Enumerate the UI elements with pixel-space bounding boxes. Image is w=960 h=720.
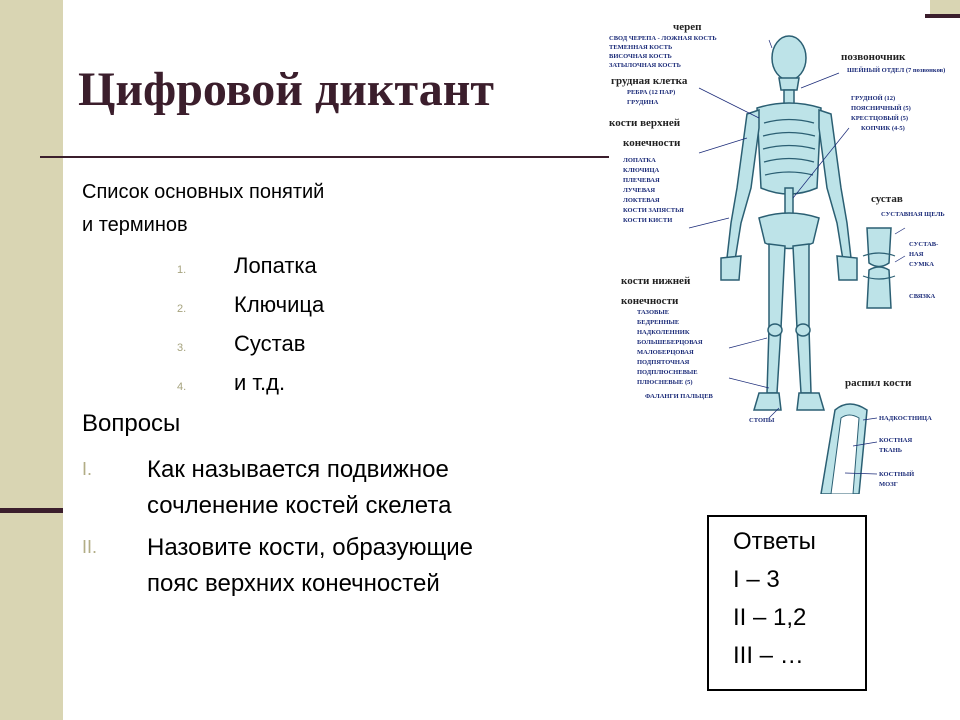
label-lower-limb-2: конечности [621, 295, 679, 307]
slide-title: Цифровой диктант [78, 63, 494, 116]
left-decor-rule [0, 508, 63, 513]
label-upper-sub: ЛУЧЕВАЯ [623, 187, 656, 194]
label-bone-cut: распил кости [845, 377, 912, 389]
right-foot-bones [797, 393, 824, 410]
question-line: Как называется подвижное [147, 456, 449, 483]
terms-intro [82, 176, 324, 242]
label-lower-sub: ПЛЮСНЕВЫЕ (5) [637, 379, 693, 386]
term-label: и т.д. [234, 370, 286, 395]
question-number: II. [82, 537, 98, 557]
label-spine-sub: КОПЧИК (4-5) [861, 125, 905, 132]
label-cut-sub: КОСТНАЯ [879, 437, 913, 444]
answer-line: III – … [733, 642, 804, 669]
term-number: 3. [177, 342, 187, 354]
label-joint-sub: НАЯ [909, 251, 924, 258]
label-joint-sub: СУМКА [909, 261, 934, 268]
answer-line: I – 3 [733, 566, 780, 593]
label-joint: сустав [871, 193, 903, 205]
left-hand-bones [721, 256, 741, 280]
label-spine-sub: КРЕСТЦОВЫЙ (5) [851, 115, 909, 122]
label-lower-sub: ФАЛАНГИ ПАЛЬЦЕВ [645, 393, 713, 400]
joint-upper-bone [867, 228, 891, 267]
label-chest: грудная клетка [611, 75, 688, 87]
label-spine-sub: ШЕЙНЫЙ ОТДЕЛ (7 позвонков) [847, 67, 946, 74]
label-skull: череп [673, 21, 702, 33]
questions-list [82, 452, 627, 608]
label-upper-sub: КЛЮЧИЦА [623, 167, 660, 174]
questions-heading: Вопросы [82, 410, 181, 437]
term-number: 1. [177, 264, 187, 276]
answers-box [707, 515, 867, 691]
term-label: Сустав [234, 331, 306, 356]
left-decor-band [0, 0, 63, 720]
label-spine-sub: ГРУДНОЙ (12) [851, 95, 896, 102]
label-lower-limb: кости нижней [621, 275, 691, 287]
label-spine-sub: ПОЯСНИЧНЫЙ (5) [851, 105, 911, 112]
label-lower-sub: ТАЗОВЫЕ [637, 309, 670, 316]
label-upper-sub: ЛОПАТКА [623, 157, 656, 164]
skeleton-illustration [609, 18, 955, 494]
question-text [147, 530, 627, 602]
label-cut-sub: ТКАНЬ [879, 447, 903, 454]
label-upper-sub: КОСТИ КИСТИ [623, 217, 673, 224]
label-chest-sub: РЕБРА (12 ПАР) [627, 89, 676, 96]
left-foot-bones [754, 393, 781, 410]
question-text [147, 452, 627, 524]
question-item [82, 530, 627, 602]
label-joint-sub: СВЯЗКА [909, 293, 936, 300]
label-lower-sub: БЕДРЕННЫЕ [637, 319, 680, 326]
label-upper-sub: ЛОКТЕВАЯ [623, 197, 660, 204]
label-skull-sub: ВИСОЧНАЯ КОСТЬ [609, 53, 672, 60]
joint-lower-bone [867, 267, 891, 308]
question-number: I. [82, 459, 93, 479]
label-skull-sub: ЗАТЫЛОЧНАЯ КОСТЬ [609, 62, 681, 69]
answer-line: II – 1,2 [733, 604, 807, 631]
right-kneecap [796, 324, 810, 336]
label-cut-sub: НАДКОСТНИЦА [879, 415, 932, 422]
neck-bones [784, 90, 794, 104]
label-spine: позвоночник [841, 51, 906, 63]
label-upper-sub: КОСТИ ЗАПЯСТЬЯ [623, 207, 684, 214]
term-label: Лопатка [234, 253, 317, 278]
pelvis-bone [759, 213, 819, 249]
question-line: Назовите кости, образующие [147, 534, 473, 561]
question-line: сочленение костей скелета [147, 492, 452, 519]
terms-intro-line2: и терминов [82, 214, 188, 236]
label-cut-sub: КОСТНЫЙ [879, 471, 915, 478]
label-lower-sub: ПОДПЛЮСНЕВЫЕ [637, 369, 698, 376]
label-skull-sub: СВОД ЧЕРЕПА - ЛОЖНАЯ КОСТЬ [609, 35, 717, 42]
label-skull-sub: ТЕМЕННАЯ КОСТЬ [609, 44, 673, 51]
left-kneecap [768, 324, 782, 336]
term-label: Ключица [234, 292, 325, 317]
label-joint-sub: СУСТАВНАЯ ЩЕЛЬ [881, 211, 945, 218]
answers-heading: Ответы [733, 528, 816, 555]
label-joint-sub: СУСТАВ- [909, 241, 939, 248]
label-lower-sub: БОЛЬШЕБЕРЦОВАЯ [637, 339, 703, 346]
question-line: пояс верхних конечностей [147, 570, 440, 597]
question-item [82, 452, 627, 524]
title-underline [40, 156, 612, 158]
label-cut-sub: МОЗГ [879, 481, 898, 488]
label-chest-sub: ГРУДИНА [627, 99, 659, 106]
label-lower-sub: МАЛОБЕРЦОВАЯ [637, 349, 694, 356]
label-upper-sub: ПЛЕЧЕВАЯ [623, 177, 660, 184]
label-lower-sub: ПОДПЯТОЧНАЯ [637, 359, 690, 366]
label-feet: СТОПЫ [749, 417, 775, 424]
terms-intro-line1: Список основных понятий [82, 181, 325, 203]
label-upper-limb-2: конечности [623, 137, 681, 149]
top-right-decor-band [930, 0, 960, 14]
term-number: 4. [177, 381, 187, 393]
label-upper-limb: кости верхней [609, 117, 681, 129]
jaw-bone [779, 78, 799, 90]
term-number: 2. [177, 303, 187, 315]
label-lower-sub: НАДКОЛЕННИК [637, 329, 690, 336]
right-hand-bones [837, 256, 857, 280]
skull-bone [772, 36, 806, 80]
